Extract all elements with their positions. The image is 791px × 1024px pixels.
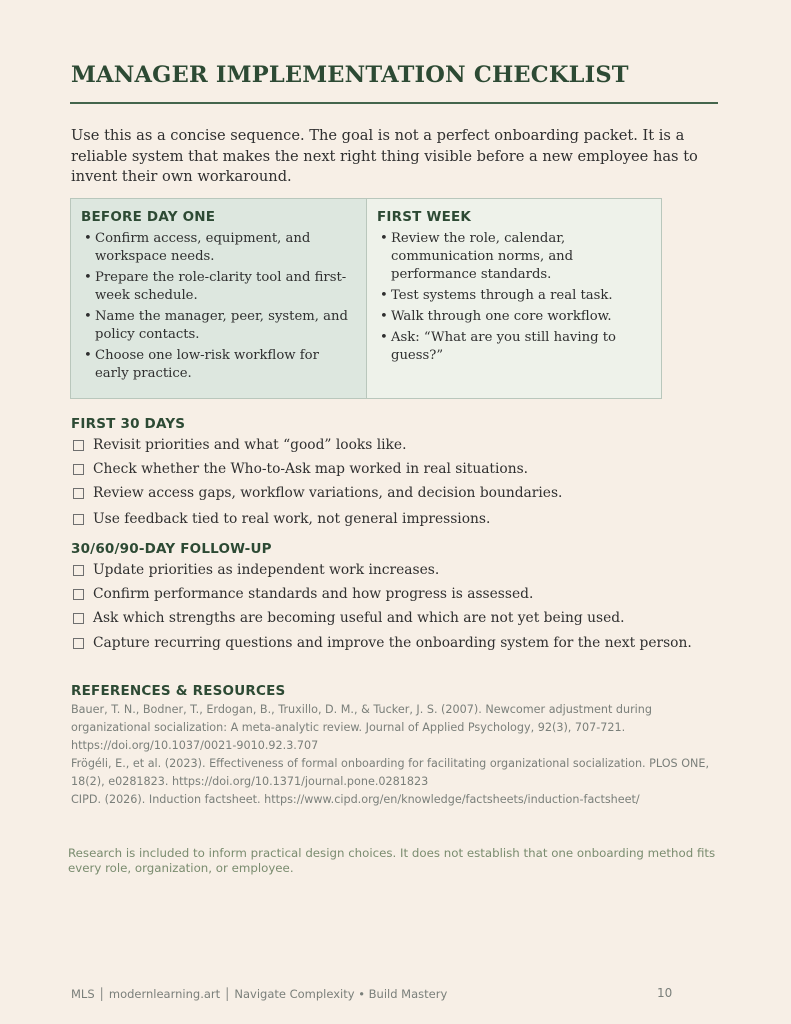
page-title: MANAGER IMPLEMENTATION CHECKLIST [71, 62, 629, 88]
list-item: • Review the role, calendar, communication norms, and performance standards. [377, 230, 651, 284]
phase-boxes [70, 198, 662, 399]
title-divider [70, 102, 718, 104]
checklist-item[interactable] [73, 511, 490, 527]
checklist-item[interactable] [73, 586, 533, 602]
list-item: • Confirm access, equipment, and workspace needs. [81, 230, 356, 266]
checkbox[interactable] [73, 440, 84, 451]
checklist-item[interactable] [73, 562, 439, 578]
follow-up-heading: 30/60/90-DAY FOLLOW-UP [71, 541, 272, 557]
references-heading: REFERENCES & RESOURCES [71, 683, 286, 699]
page-number: 10 [657, 986, 673, 1000]
checklist-item[interactable] [73, 635, 692, 651]
checklist-item[interactable] [73, 461, 528, 477]
checklist-item-label: Ask which strengths are becoming useful and which are not yet being used. [93, 610, 625, 626]
list-item: • Prepare the role-clarity tool and first-week schedule. [81, 269, 356, 305]
intro-paragraph: Use this as a concise sequence. The goal is not a perfect onboarding packet. It is a reliable system that makes the next right thing visible before a new employee has to invent their own workaround. [71, 127, 698, 185]
footer-text: MLS │ modernlearning.art │ Navigate Complexity • Build Mastery [71, 987, 448, 1001]
first-week-heading: FIRST WEEK [377, 209, 472, 225]
list-item: • Ask: “What are you still having to guess?” [377, 329, 651, 365]
reference-item: CIPD. (2026). Induction factsheet. https://www.cipd.org/en/knowledge/factsheets/induction-factsheet/ [71, 793, 640, 806]
checklist-item-label: Confirm performance standards and how progress is assessed. [93, 586, 534, 602]
checkbox[interactable] [73, 589, 84, 600]
checklist-item[interactable] [73, 485, 562, 501]
list-item: • Choose one low-risk workflow for early practice. [81, 347, 356, 383]
reference-item: Bauer, T. N., Bodner, T., Erdogan, B., Truxillo, D. M., & Tucker, J. S. (2007). Newcomer adjustment during organizational socialization: A meta-analytic review. Journal of Applied Psychology, 92(3), 707-721. https://doi.org/10.1037/0021-9010.92.3.707 [71, 703, 652, 752]
checklist-item[interactable] [73, 437, 406, 453]
list-item: • Name the manager, peer, system, and policy contacts. [81, 308, 356, 344]
before-day-one-list [81, 230, 356, 383]
first-week-box [367, 198, 662, 399]
checkbox[interactable] [73, 514, 84, 525]
checklist-item-label: Check whether the Who-to-Ask map worked in real situations. [93, 461, 529, 477]
research-note: Research is included to inform practical design choices. It does not establish that one onboarding method fits every role, organization, or employee. [68, 846, 716, 875]
checklist-item-label: Update priorities as independent work increases. [93, 562, 440, 578]
references-list [71, 701, 721, 809]
before-day-one-box [70, 198, 367, 399]
checklist-item-label: Capture recurring questions and improve the onboarding system for the next person. [93, 635, 692, 651]
checklist-item-label: Review access gaps, workflow variations, and decision boundaries. [93, 485, 563, 501]
reference-item: Frögéli, E., et al. (2023). Effectiveness of formal onboarding for facilitating organizational socialization. PLOS ONE, 18(2), e0281823. https://doi.org/10.1371/journal.pone.0281823 [71, 757, 710, 788]
checklist-item-label: Revisit priorities and what “good” looks like. [93, 437, 407, 453]
checkbox[interactable] [73, 565, 84, 576]
checklist-item-label: Use feedback tied to real work, not general impressions. [93, 511, 491, 527]
list-item: • Test systems through a real task. [377, 287, 651, 305]
before-day-one-heading: BEFORE DAY ONE [81, 209, 216, 225]
checklist-item[interactable] [73, 610, 625, 626]
list-item: • Walk through one core workflow. [377, 308, 651, 326]
checkbox[interactable] [73, 638, 84, 649]
first-30-days-heading: FIRST 30 DAYS [71, 416, 186, 432]
checkbox[interactable] [73, 488, 84, 499]
first-week-list [377, 230, 651, 365]
checkbox[interactable] [73, 613, 84, 624]
checkbox[interactable] [73, 464, 84, 475]
